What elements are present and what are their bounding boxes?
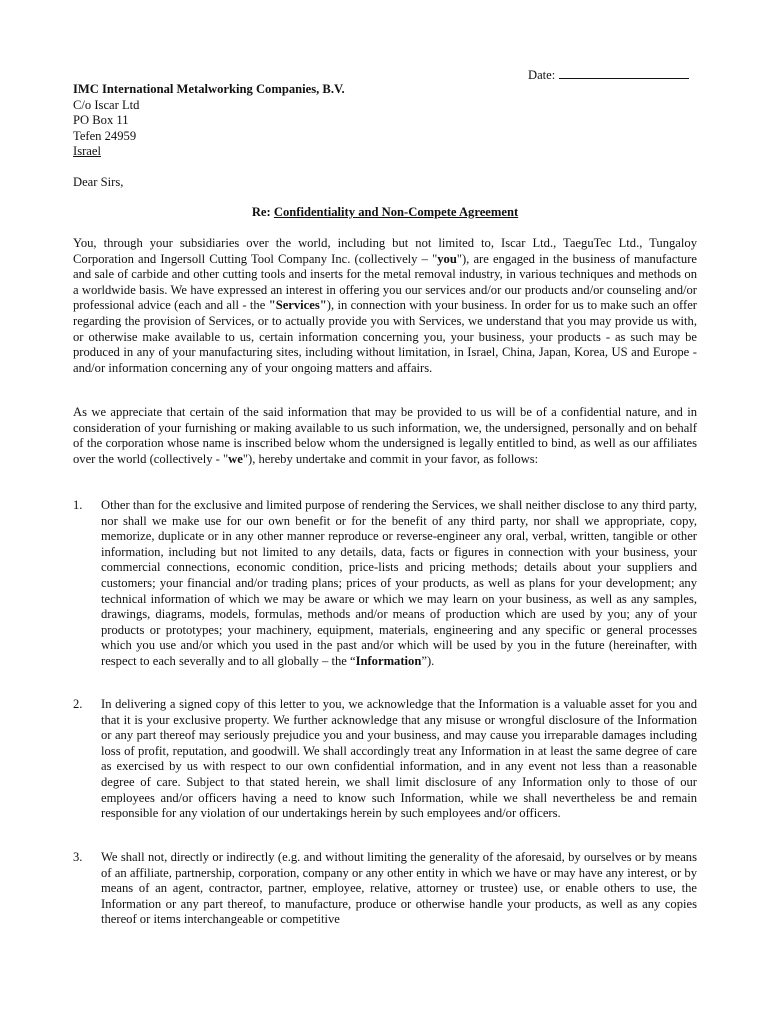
recipient-company: IMC International Metalworking Companies, B.V. — [73, 82, 345, 96]
clause-3-number: 3. — [73, 850, 83, 864]
recipient-address — [73, 82, 345, 160]
salutation: Dear Sirs, — [73, 175, 124, 189]
country-text: Israel — [73, 144, 101, 159]
clause-1-number: 1. — [73, 498, 83, 512]
intro-text-a: You, through your subsidiaries over the world, including but not limited to, Iscar Ltd., TaeguTec Ltd., Tungaloy Corporation and Ingersoll Cutting Tool Company Inc. (collectively – " — [73, 236, 697, 266]
clause-1-text-b: ”). — [421, 653, 435, 668]
paragraph-intro — [73, 236, 697, 376]
address-line-1: C/o Iscar Ltd — [73, 97, 140, 112]
date-label: Date: — [528, 68, 556, 82]
date-blank-line — [559, 66, 689, 79]
address-country — [73, 144, 345, 160]
paragraph-consideration — [73, 405, 697, 467]
clause-3-text: We shall not, directly or indirectly (e.g. and without limiting the generality of the aforesaid, by ourselves or by means of an affiliate, partnership, corporation, company or any other entity in which we have or may have any interest, or by means of an agent, contractor, partner, employee, relative, attorney or trustee) use, or enable others to use, the Information or any part thereof, to manufacture, produce or otherwise handle your products, as well as any copies thereof or items interchangeable or competitive — [101, 850, 697, 927]
consideration-text-a: As we appreciate that certain of the said information that may be provided to us will be of a confidential nature, and in consideration of your furnishing or making available to us such information, we, the undersigned, personally and on behalf of the corporation whose name is inscribed below whom the undersigned is legally entitled to bind, as well as our affiliates over the world (collectively - " — [73, 405, 697, 466]
intro-text-c: ), in connection with your business. In order for us to make such an offer regarding the provision of Services, or to actually provide you with Services, we understand that you may provide us with, or otherwise make available to us, certain information concerning you, your business, your products - as such may be produced in any of your manufacturing sites, including without limitation, in Israel, China, Japan, Korea, US and Europe - and/or information concerning any of your ongoing matters and affairs. — [73, 298, 697, 375]
subject-line — [73, 205, 697, 221]
address-line-3: Tefen 24959 — [73, 128, 137, 143]
subject-title: Confidentiality and Non-Compete Agreement — [273, 205, 519, 219]
clause-1 — [73, 498, 697, 670]
clause-2 — [73, 697, 697, 822]
clause-3 — [73, 850, 697, 928]
intro-you-term: you — [437, 251, 457, 266]
intro-text-b: "), are engaged in the business of manufacture and sale of carbide and other cutting tools and inserts for the metal removal industry, in various techniques and methods on a worldwide basis. We have expressed an interest in offering you our services and/or our products and/or counseling and/or professional advice (each and all - the — [73, 251, 697, 313]
clause-2-text: In delivering a signed copy of this letter to you, we acknowledge that the Information is a valuable asset for you and that it is your exclusive property. We further acknowledge that any misuse or wrongful disclosure of the Information or any part thereof may seriously prejudice you and your business, and may cause you irreparable damages including loss of profit, reputation, and goodwill. We shall accordingly treat any Information in at least the same degree of care as exercised by us with respect to our own confidential information, and in any event not less than a reasonable degree of care. Subject to that stated herein, we shall limit disclosure of any Information only to those of our employees and/or officers having a need to know such Information, while we shall nevertheless be and remain responsible for any violation of our undertakings herein by such employees and/or officers. — [101, 697, 697, 821]
address-line-2: PO Box 11 — [73, 113, 129, 128]
consideration-text-b: "), hereby undertake and commit in your favor, as follows: — [242, 451, 539, 466]
consideration-we-term: we — [228, 451, 243, 466]
clause-1-information-term: Information — [355, 653, 422, 668]
clause-2-number: 2. — [73, 697, 83, 711]
clause-1-text-a: Other than for the exclusive and limited purpose of rendering the Services, we shall neither disclose to any third party, nor shall we make use for our own benefit or for the benefit of any third party, nor shall we appropriate, copy, memorize, duplicate or in any other manner reproduce or reverse-engineer any oral, verbal, written, tangible or other information, including but not limited to any details, data, facts or figures in connection with your business, your commercial connections, economic condition, price-lists and pricing methods; details about your suppliers and customers; your financial and/or trading plans; prices of your products, as well as plans for your development; any technical information of which we may be aware or which we may learn on your business, as well as any samples, drawings, diagrams, models, formulas, methods and/or means of production which are used by you; any of your products or prototypes; your machinery, equipment, materials, engineering and any specific or general processes which you use and/or which you used in the past and/or which will be used by you in the future (hereinafter, with respect to each severally and to all globally – the “ — [101, 498, 697, 668]
date-field — [528, 66, 689, 84]
subject-prefix: Re: — [251, 205, 271, 219]
intro-services-term: "Services" — [268, 298, 327, 313]
clause-1-text — [101, 498, 697, 670]
